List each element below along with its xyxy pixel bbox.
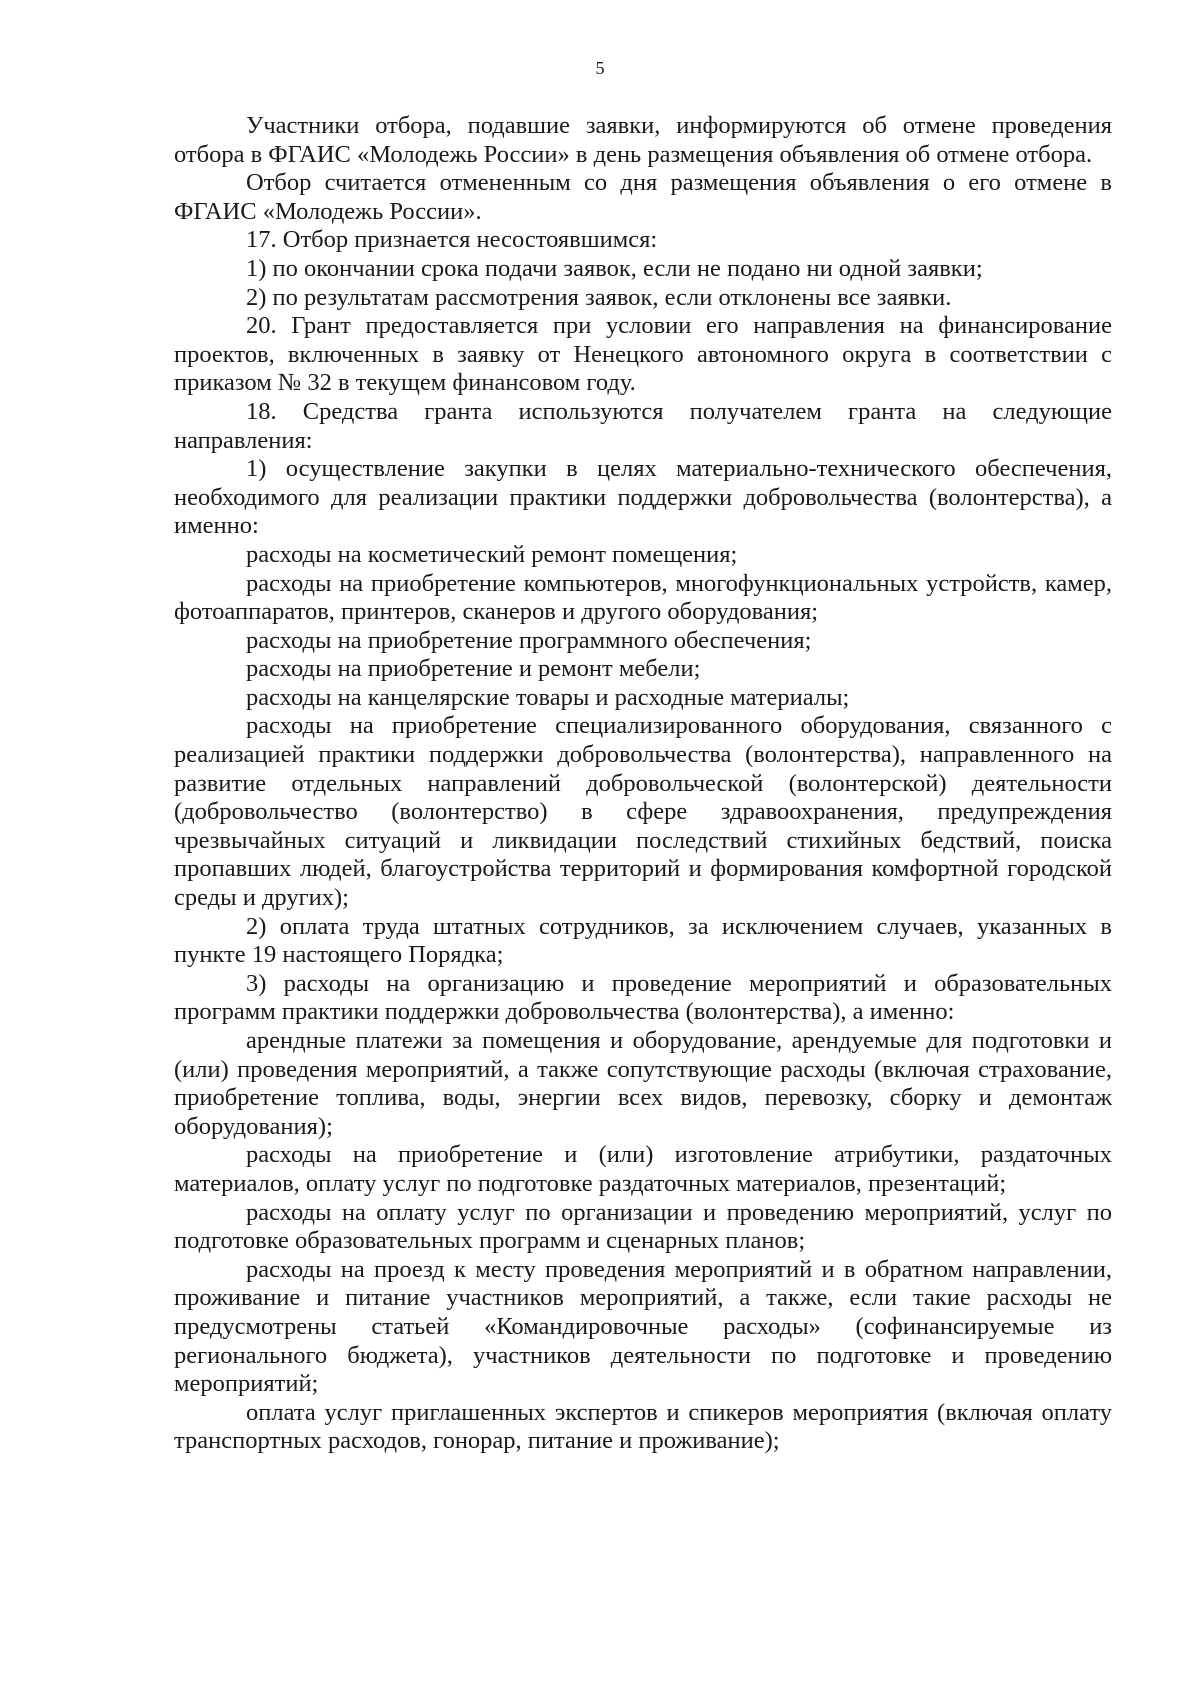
paragraph: 18. Средства гранта используются получателем гранта на следующие направления: bbox=[174, 397, 1112, 454]
paragraph: расходы на приобретение и ремонт мебели; bbox=[246, 655, 701, 683]
paragraph: 2) по результатам рассмотрения заявок, если отклонены все заявки. bbox=[246, 283, 952, 311]
paragraph: Участники отбора, подавшие заявки, информируются об отмене проведения отбора в ФГАИС «Молодежь России» в день размещения объявления об отмене отбора. bbox=[174, 112, 1112, 168]
paragraph: 3) расходы на организацию и проведение мероприятий и образовательных программ практики поддержки добровольчества (волонтерства), а именно: bbox=[174, 969, 1112, 1026]
paragraph: расходы на оплату услуг по организации и проведению мероприятий, услуг по подготовке образовательных программ и сценарных планов; bbox=[174, 1198, 1112, 1255]
paragraph: расходы на проезд к месту проведения мероприятий и в обратном направлении, проживание и питание участников мероприятий, а также, если такие расходы не предусмотрены статьей «Командировочные расходы» (софинансируемые из регионального бюджета), участников деятельности по подготовке и проведению мероприятий; bbox=[174, 1255, 1112, 1398]
paragraph: расходы на косметический ремонт помещения; bbox=[246, 540, 738, 568]
page-number: 5 bbox=[595, 58, 605, 78]
paragraph: 1) по окончании срока подачи заявок, если не подано ни одной заявки; bbox=[246, 254, 983, 282]
paragraph: расходы на приобретение специализированного оборудования, связанного с реализацией практики поддержки добровольчества (волонтерства), направленного на развитие отдельных направлений добровольческой (волонтерской) деятельности (добровольчество (волонтерство) в сфере здравоохранения, предупреждения чрезвычайных ситуаций и ликвидации последствий стихийных бедствий, поиска пропавших людей, благоустройства территорий и формирования комфортной городской среды и других); bbox=[174, 712, 1112, 912]
paragraph: 17. Отбор признается несостоявшимся: bbox=[246, 226, 658, 254]
paragraph: расходы на приобретение программного обеспечения; bbox=[246, 626, 812, 654]
paragraph: арендные платежи за помещения и оборудование, арендуемые для подготовки и (или) проведения мероприятий, а также сопутствующие расходы (включая страхование, приобретение топлива, воды, энергии всех видов, перевозку, сборку и демонтаж оборудования); bbox=[174, 1027, 1112, 1140]
document-body bbox=[174, 112, 1112, 1456]
paragraph: 20. Грант предоставляется при условии его направления на финансирование проектов, включенных в заявку от Ненецкого автономного округа в соответствии с приказом № 32 в текущем финансовом году. bbox=[174, 312, 1112, 397]
paragraph: расходы на приобретение компьютеров, многофункциональных устройств, камер, фотоаппаратов, принтеров, сканеров и другого оборудования; bbox=[174, 569, 1112, 626]
paragraph: расходы на канцелярские товары и расходные материалы; bbox=[246, 683, 850, 711]
paragraph: 2) оплата труда штатных сотрудников, за исключением случаев, указанных в пункте 19 настоящего Порядка; bbox=[174, 912, 1112, 969]
paragraph: расходы на приобретение и (или) изготовление атрибутики, раздаточных материалов, оплату услуг по подготовке раздаточных материалов, презентаций; bbox=[174, 1141, 1112, 1197]
paragraph: оплата услуг приглашенных экспертов и спикеров мероприятия (включая оплату транспортных расходов, гонорар, питание и проживание); bbox=[174, 1398, 1112, 1455]
paragraph: 1) осуществление закупки в целях материально-технического обеспечения, необходимого для реализации практики поддержки добровольчества (волонтерства), а именно: bbox=[174, 455, 1112, 540]
paragraph: Отбор считается отмененным со дня размещения объявления о его отмене в ФГАИС «Молодежь России». bbox=[174, 169, 1112, 225]
